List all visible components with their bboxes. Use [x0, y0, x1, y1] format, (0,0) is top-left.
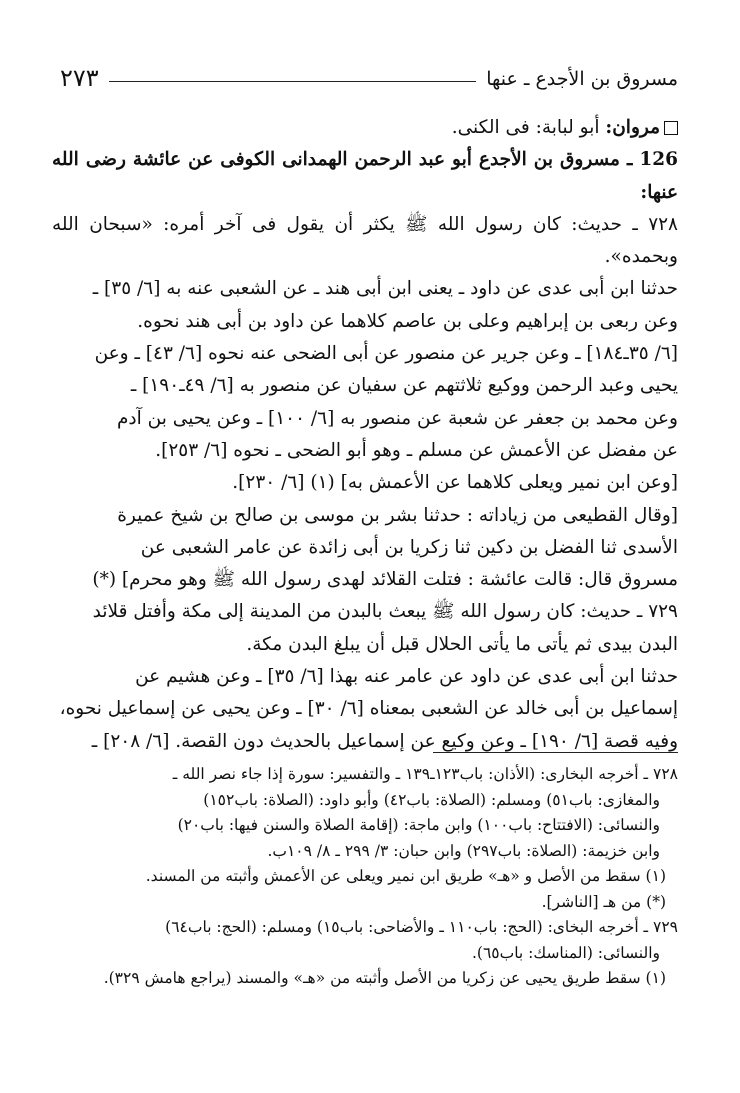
footnote-line: ٧٢٨ ـ أخرجه البخارى: (الأذان: باب١٢٣ـ١٣٩ ـ والتفسير: سورة إذا جاء نصر الله ـ: [172, 765, 678, 783]
text-line: [وعن ابن نمير ويعلى كلاهما عن الأعمش به] (١) [٦/ ٢٣٠].: [232, 472, 678, 494]
running-title: مسروق بن الأجدع ـ عنها: [486, 68, 678, 90]
text-line: وفيه قصة [٦/ ١٩٠] ـ وعن وكيع عن إسماعيل بالحديث دون القصة. [٦/ ٢٠٨] ـ: [91, 730, 678, 752]
footnote-line: (١) سقط طريق يحيى عن زكريا من الأصل وأثبته من «هـ» والمسند (يراجع هامش ٣٢٩).: [103, 969, 666, 987]
heading-marwan-name: مروان:: [605, 117, 660, 138]
text-line: [وقال القطيعى من زياداته : حدثنا بشر بن موسى بن صالح بن شيخ عميرة: [117, 504, 678, 526]
text-line: [٦/ ٣٥ـ١٨٤] ـ وعن جرير عن منصور عن أبى الضحى عنه نحوه [٦/ ٤٣] ـ وعن: [94, 343, 678, 365]
footnote-line: والنسائى: (المناسك: باب٦٥).: [471, 943, 660, 962]
text-line: حدثنا ابن أبى عدى عن داود عن عامر عنه بهذا [٦/ ٣٥] ـ وعن هشيم عن: [135, 666, 678, 688]
footnote-line: والمغازى: باب٥١) ومسلم: (الصلاة: باب٤٢) وأبو داود: (الصلاة: باب١٥٢): [203, 790, 660, 809]
footnote-line: والنسائى: (الافتتاح: باب١٠٠) وابن ماجة: (إقامة الصلاة والسنن فيها: باب٢٠): [177, 816, 660, 834]
page-number: ٢٧٣: [60, 64, 99, 92]
text-line: وعن محمد بن جعفر عن شعبة عن منصور به [٦/ ١٠٠] ـ وعن يحيى بن آدم: [116, 407, 678, 429]
text-line: مسروق قال: قالت عائشة : فتلت القلائد لهدى رسول الله ﷺ وهو محرم] (*): [92, 569, 678, 591]
footnote-line: ٧٢٩ ـ أخرجه البخاى: (الحج: باب١١٠ ـ والأضاحى: باب١٥) ومسلم: (الحج: باب٦٤): [165, 918, 678, 936]
text-line: ٧٢٨ ـ حديث: كان رسول الله ﷺ يكثر أن يقول فى آخر أمره: «سبحان الله وبحمده».: [52, 213, 678, 268]
footnote-line: (١) سقط من الأصل و «هـ» طريق ابن نمير ويعلى عن الأعمش وأثبته من المسند.: [145, 867, 666, 885]
text-line: يحيى وعبد الرحمن ووكيع ثلاثتهم عن سفيان عن منصور به [٦/ ٤٩ـ١٩٠] ـ: [130, 375, 678, 397]
text-line: حدثنا ابن أبى عدى عن داود ـ يعنى ابن أبى هند ـ عن الشعبى عنه به [٦/ ٣٥] ـ: [92, 278, 678, 300]
checkbox-square-icon: [664, 121, 678, 135]
text-line: الأسدى ثنا الفضل بن دكين ثنا زكريا بن أبى زائدة عن عامر الشعبى عن: [140, 536, 678, 558]
text-line: عن مفضل عن الأعمش عن مسلم ـ وهو أبو الضحى ـ نحوه [٦/ ٢٥٣].: [155, 439, 678, 461]
header-rule: [109, 81, 477, 82]
footnote-line: (*) من هـ [الناشر].: [541, 892, 666, 911]
page-header: [60, 58, 678, 92]
text-line: ٧٢٩ ـ حديث: كان رسول الله ﷺ يبعث بالبدن من المدينة إلى مكة وأفتل قلائد: [92, 601, 678, 623]
text-line: وعن ربعى بن إبراهيم وعلى بن عاصم كلاهما عن داود بن أبى هند نحوه.: [137, 310, 678, 332]
section-heading: 126 ـ مسروق بن الأجدع أبو عبد الرحمن الهمدانى الكوفى عن عائشة رضى الله عنها:: [52, 149, 678, 203]
main-text: [52, 112, 678, 758]
heading-marwan: [52, 112, 678, 144]
footnotes: [52, 762, 678, 992]
footnote-line: وابن خزيمة: (الصلاة: باب٢٩٧) وابن حبان: ٣/ ٢٩٩ ـ ٨/ ١٠٩ب.: [267, 841, 660, 860]
text-line: البدن بيدى ثم يأتى ما يأتى الحلال قبل أن يبلغ البدن مكة.: [246, 633, 678, 655]
heading-marwan-rest: أبو لبابة: فى الكنى.: [451, 117, 606, 138]
footnote-separator: [433, 752, 678, 753]
text-line: إسماعيل بن أبى خالد عن الشعبى بمعناه [٦/ ٣٠] ـ وعن يحيى عن إسماعيل نحوه،: [59, 698, 678, 720]
